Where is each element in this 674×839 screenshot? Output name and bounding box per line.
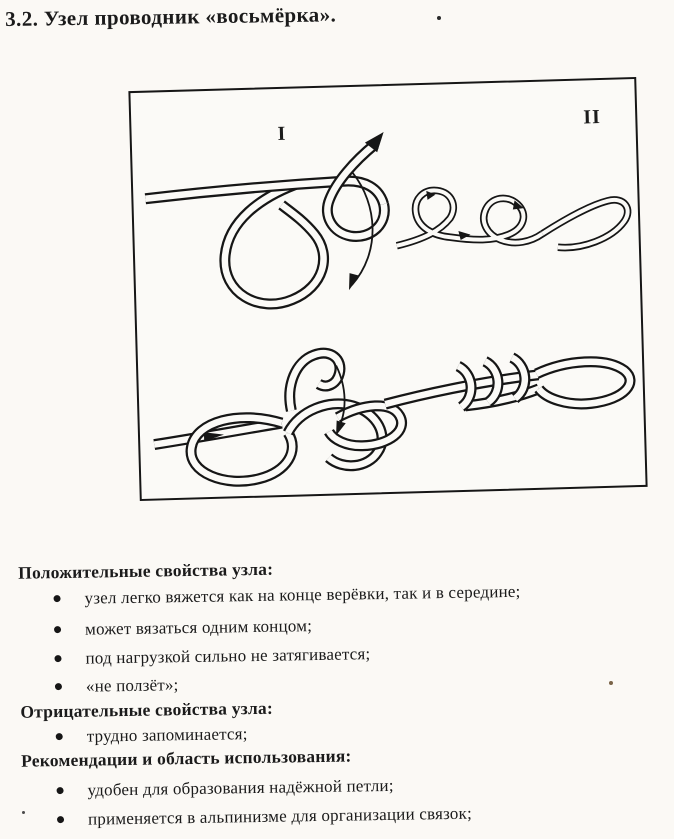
section-title: 3.2. Узел проводник «восьмёрка». [5, 2, 337, 31]
knot-step1-drawing [144, 132, 389, 307]
bullet-icon [57, 787, 64, 794]
knot-step4-drawing [384, 354, 631, 409]
bullet-icon [55, 683, 62, 690]
list-item-text: применяется в альпинизме для организации связок; [87, 803, 473, 829]
figure-step2-label: II [582, 105, 602, 129]
positive-properties-heading: Положительные свойства узла: [18, 558, 274, 583]
properties-text-block [0, 551, 674, 833]
figure-step1-label: I [277, 122, 287, 146]
bullet-icon [54, 626, 61, 633]
list-item-text: удобен для образования надёжной петли; [87, 775, 394, 800]
list-item-text: «не ползёт»; [85, 675, 179, 696]
bullet-icon [54, 655, 61, 662]
list-item-text: под нагрузкой сильно не затягивается; [85, 644, 371, 668]
bullet-icon [57, 816, 64, 823]
paper-speck [609, 681, 613, 685]
list-item [3, 769, 674, 804]
knot-step3-drawing [152, 351, 403, 484]
paper-speck [22, 811, 25, 814]
list-item-text: узел легко вяжется как на конце верёвки, так и в середине; [84, 581, 521, 608]
list-item-text: может вязаться одним концом; [84, 616, 313, 639]
knot-step2-drawing [395, 185, 628, 252]
list-item [4, 798, 674, 833]
list-item-text: трудно запоминается; [86, 724, 248, 746]
list-item [1, 608, 674, 643]
guide-arrow [336, 420, 346, 435]
bullet-icon [56, 733, 63, 740]
ink-speck [437, 16, 441, 20]
knot-figure-frame [128, 77, 647, 501]
negative-properties-heading: Отрицательные свойства узла: [20, 697, 274, 722]
recommendations-heading: Рекомендации и область использования: [20, 745, 352, 771]
bullet-icon [54, 595, 61, 602]
knot-illustrations [130, 79, 644, 498]
